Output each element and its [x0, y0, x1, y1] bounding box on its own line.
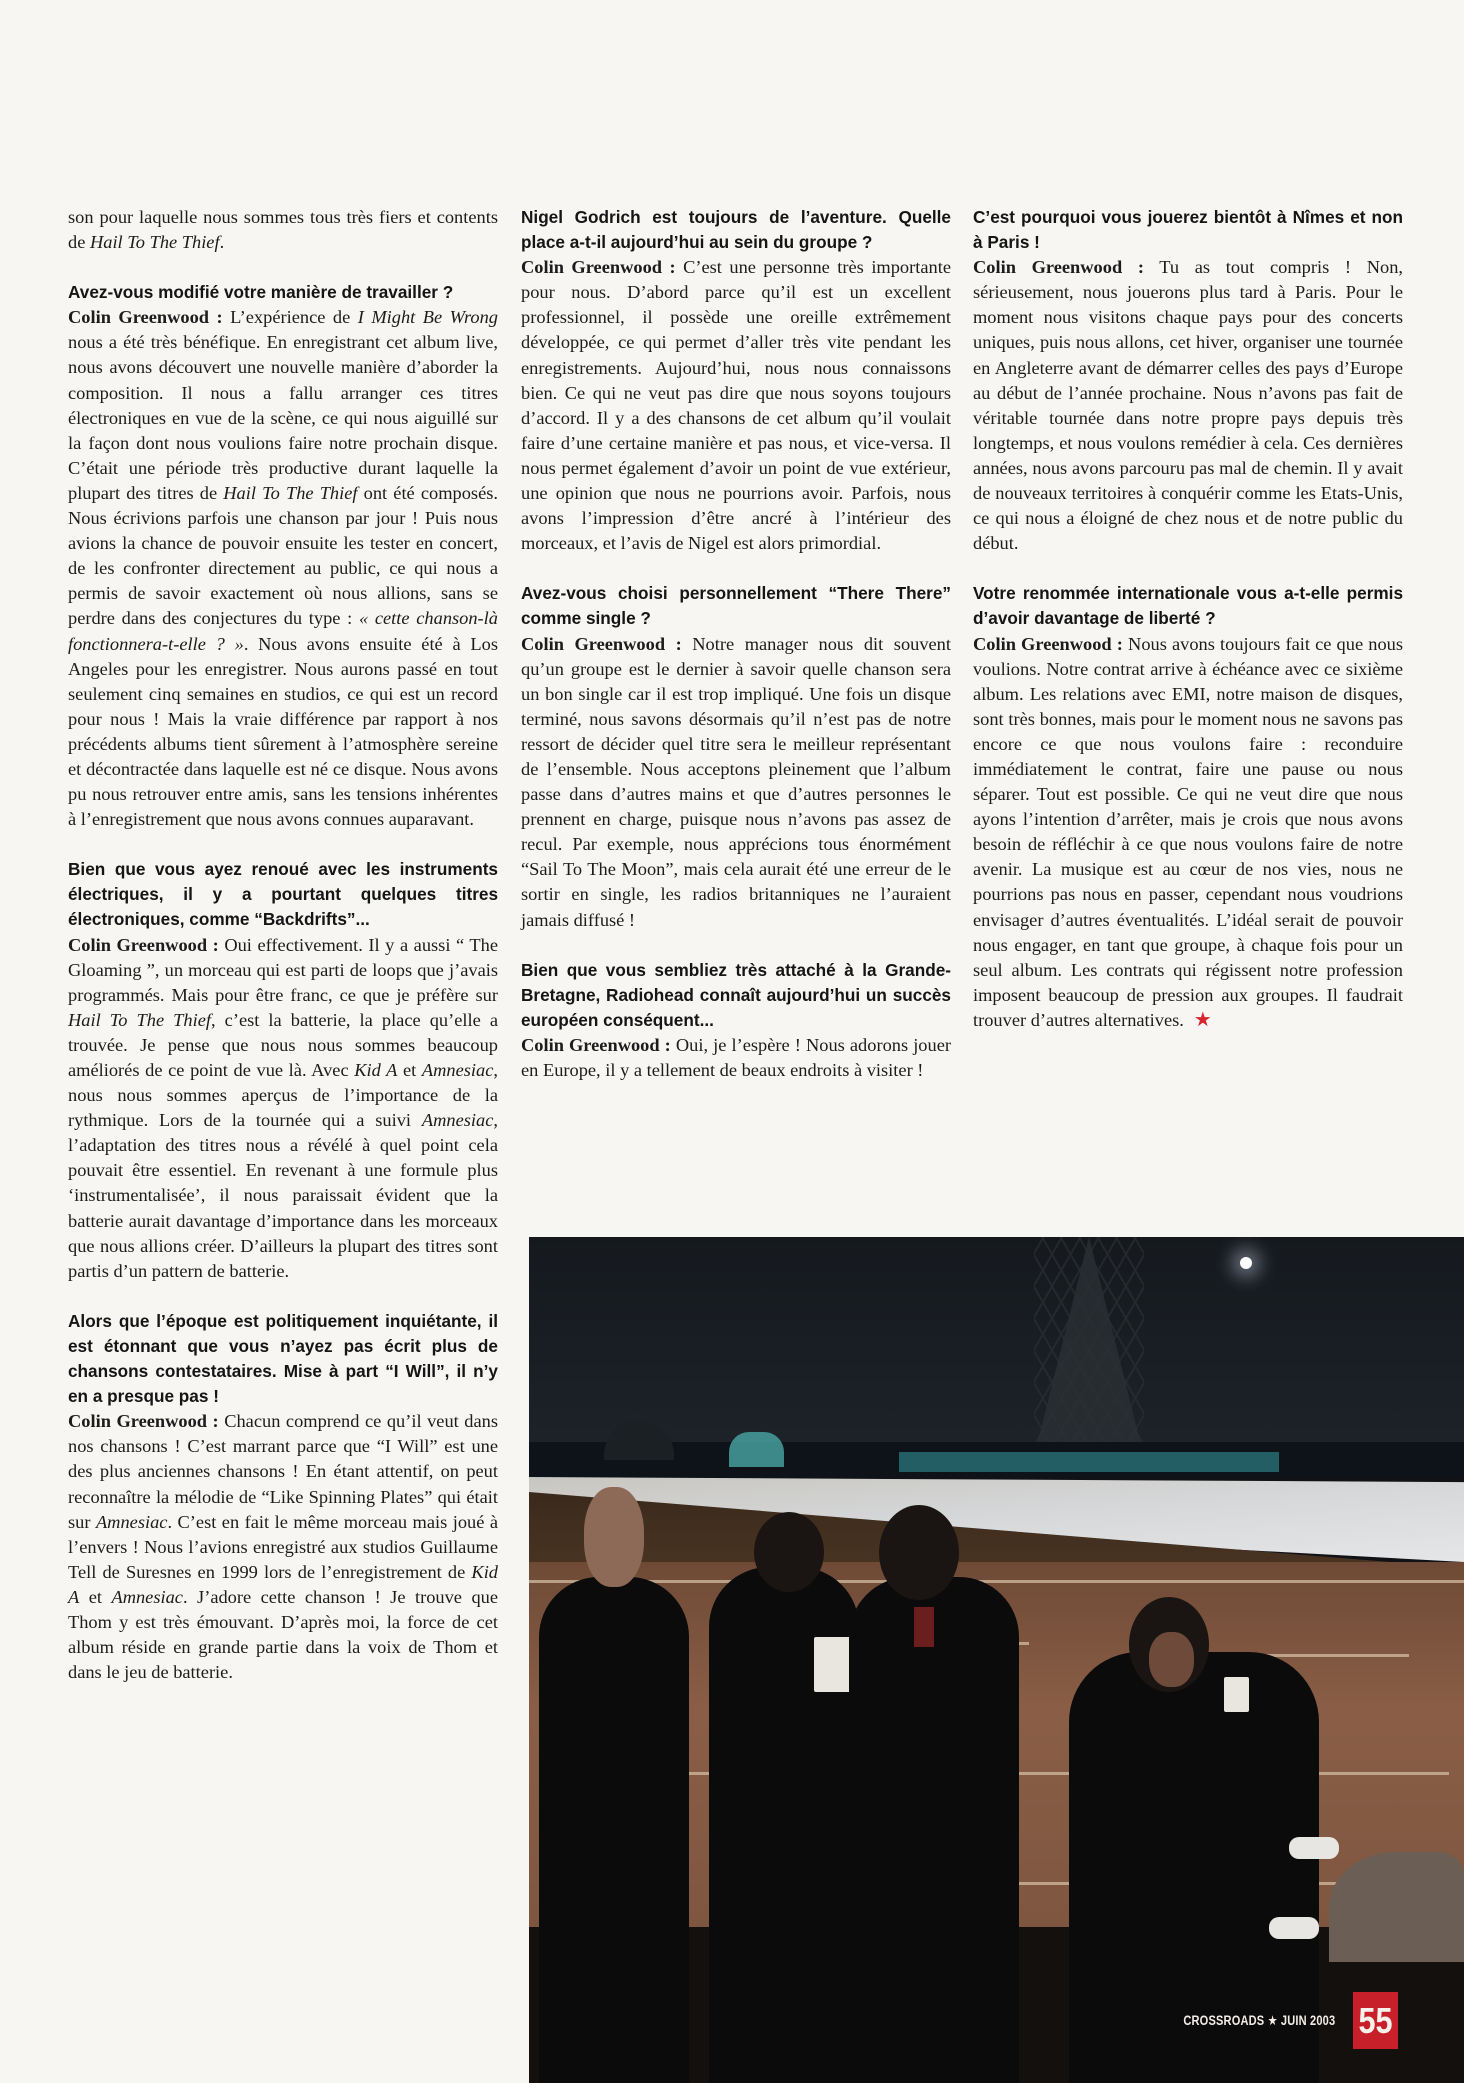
album-title: Amnesiac	[421, 1060, 494, 1080]
album-title: Hail To The Thief	[223, 482, 358, 503]
text: Nous avons toujours fait ce que nous voulions. Notre contrat arrive à échéance avec ce sixième album. Les relations avec EMI, notre maison de disques, sont très bonnes, mais pour le moment nous ne savons pas encore ce que nous voulons faire : reconduire immédiatement le contrat, faire une pause ou nous séparer. Tout est possible. Ce qui ne veut dire que nous ayons l’intention d’arrêter, mais je crois que nous avons besoin de réfléchir à ce que nous voulons faire de notre avenir. La musique est au cœur de nos vies, nous ne pourrions pas nous en passer, cependant nous voudrions envisager d’autres éventualités. L’idéal serait de pouvoir nous engager, en tant que groupe, à chaque fois pour un seul album. Les contrats qui régissent notre profession imposent beaucoup de pression aux groupes. Il faudrait trouver d’autres alternatives.	[973, 633, 1403, 1030]
text: et	[397, 1060, 422, 1080]
text: et	[79, 1586, 112, 1607]
person-face	[1149, 1632, 1194, 1687]
text: son pour laquelle nous sommes tous très fiers et contents de	[68, 207, 498, 253]
album-title: Amnesiac	[95, 1511, 168, 1532]
speaker-name: Colin Greenwood :	[521, 633, 682, 654]
article-column-3	[973, 205, 1403, 1033]
album-title: Amnesiac	[111, 1586, 183, 1607]
page-footer	[1150, 1992, 1402, 2049]
question-heading: Avez-vous choisi personnellement “There There” comme single ?	[521, 583, 951, 629]
text: Oui effectivement. Il y a aussi “ The Gloaming ”, un morceau qui est parti de loops que j’avais programmés. Mais pour être franc, ce que je préfère sur	[68, 934, 498, 1005]
white-sneaker	[1289, 1837, 1339, 1859]
magazine-issue-label: CROSSROADS ★ JUIN 2003	[1183, 2012, 1335, 2028]
question-heading: Nigel Godrich est toujours de l’aventure. Quelle place a-t-il aujourd’hui au sein du groupe ?	[521, 207, 951, 253]
rock	[1329, 1852, 1464, 1962]
article-column-1	[68, 205, 498, 1685]
answer-paragraph	[973, 255, 1403, 556]
album-title: Hail To The Thief	[89, 232, 220, 253]
text: Notre manager nous dit souvent qu’un groupe est le dernier à savoir quelle chanson sera un bon single car il est trop impliqué. Une fois un disque terminé, nous savons désormais qu’il n’est pas de notre ressort de décider quel titre sera le meilleur représentant de l’ensemble. Nous acceptons pleinement que l’album passe dans d’autres mains et que d’autres personnes le prennent en charge, puisque nous n’avons pas assez de recul. Par exemple, nous apprécions tous énormément “Sail To The Moon”, mais cela aurait été une erreur de le sortir en single, les radios britanniques ne l’auraient jamais diffusé !	[521, 633, 951, 930]
text: L’expérience de	[222, 307, 358, 328]
answer-paragraph	[521, 1033, 951, 1083]
album-title: Amnesiac	[421, 1110, 494, 1131]
person	[539, 1577, 689, 2083]
person-head	[584, 1487, 644, 1587]
white-sneaker	[1269, 1917, 1319, 1939]
article-column-2	[521, 205, 951, 1083]
text: . J’adore cette chanson ! Je trouve que Thom y est très émouvant. D’après moi, la force de cet album réside en grande partie dans la voix de Thom et dans le jeu de batterie.	[68, 1586, 498, 1683]
question-heading: Avez-vous modifié votre manière de travailler ?	[68, 282, 454, 303]
answer-paragraph	[68, 933, 498, 1284]
answer-paragraph	[973, 632, 1403, 1034]
answer-paragraph	[521, 255, 951, 556]
text: . C’est en fait le même morceau mais joué à l’envers ! Nous l’avions enregistré aux studios Guillaume Tell de Suresnes en 1999 lors de l’enregistrement de	[68, 1511, 499, 1582]
quote: « cette chanson-là fonctionnera-t-elle ? »	[68, 608, 498, 654]
cup	[1224, 1677, 1249, 1712]
text: Oui, je l’espère ! Nous adorons jouer en Europe, il y a tellement de beaux endroits à visiter !	[521, 1034, 951, 1080]
answer-paragraph	[521, 632, 951, 933]
band-photo	[529, 1237, 1464, 2083]
person	[849, 1577, 1019, 2083]
question-heading: Bien que vous ayez renoué avec les instruments électriques, il y a pourtant quelques titres électroniques, comme “Backdrifts”...	[68, 859, 498, 930]
light-source	[1240, 1257, 1252, 1269]
lead-paragraph	[68, 205, 498, 255]
road-marking	[529, 1580, 1464, 1583]
answer-paragraph	[68, 305, 498, 832]
text: , c’est la batterie, la place qu’elle a trouvée. Je pense que nous nous sommes beaucoup améliorés de ce point de vue là. Avec	[68, 1009, 498, 1080]
question-heading: C’est pourquoi vous jouerez bientôt à Nîmes et non à Paris !	[973, 207, 1403, 253]
text: , nous nous sommes aperçus de l’importance de la rythmique. Lors de la tournée qui a suivi	[68, 1060, 498, 1131]
pylon-lattice	[1034, 1237, 1144, 1477]
text: C’est une personne très importante pour nous. D’abord parce qu’il est un excellent professionnel, il possède une oreille extrêmement développée, ce qui permet d’aller très vite pendant les enregistrements. Aujourd’hui, nous nous connaissons bien. Ce qui ne veut pas dire que nous soyons toujours d’accord. Il y a des chansons de cet album qu’il voulait faire d’une certaine manière et pas nous, et vice-versa. Il nous permet également d’avoir un point de vue extérieur, une opinion que nous ne pourrions avoir. Parfois, nous avons l’impression d’être ancré à l’intérieur des morceaux, et l’avis de Nigel est alors primordial.	[521, 257, 951, 554]
album-title: Kid A	[68, 1561, 498, 1607]
speaker-name: Colin Greenwood :	[68, 934, 219, 955]
speaker-name: Colin Greenwood :	[521, 1034, 671, 1055]
album-title: Kid A	[354, 1060, 398, 1080]
speaker-name: Colin Greenwood :	[973, 257, 1144, 278]
text: .	[219, 232, 225, 253]
answer-paragraph	[68, 1409, 498, 1685]
text: Tu as tout compris ! Non, sérieusement, nous jouerons plus tard à Paris. Pour le moment nous visitons chaque pays pour des concerts uniques, puis nous allons, cet hiver, organiser une tournée en Angleterre avant de démarrer celles des pays d’Europe au début de l’année prochaine. Nous n’avons pas fait de véritable tournée dans notre propre pays depuis très longtemps, et nous voulons remédier à cela. Ces dernières années, nous avons parcouru pas mal de chemin. Il y avait de nouveaux territoires à conquérir comme les Etats-Unis, ce qui nous a éloigné de chez nous et de notre public du début.	[973, 257, 1403, 554]
text: Chacun comprend ce qu’il veut dans nos chansons ! C’est marrant parce que “I Will” est une des plus anciennes chansons ! En étant attentif, on peut reconnaître la mélodie de “Like Spinning Plates” qui était sur	[68, 1411, 498, 1532]
lit-building	[899, 1452, 1279, 1472]
text: . Nous avons ensuite été à Los Angeles pour les enregistrer. Nous aurons passé en tout seulement cinq semaines en studios, ce qui est un record pour nous ! Mais la vraie différence par rapport à nos précédents albums tient sûrement à l’atmosphère sereine et décontractée dans laquelle est né ce disque. Nous avons pu nous retrouver entre amis, sans les tensions inhérentes à l’enregistrement que nous avons connues auparavant.	[68, 633, 498, 830]
lit-building	[729, 1432, 784, 1467]
album-title: I Might Be Wrong	[357, 307, 499, 328]
speaker-name: Colin Greenwood :	[68, 1411, 219, 1432]
text: , l’adaptation des titres nous a révélé à quel point cela pouvait être essentiel. En revenant à une formule plus ‘instrumentalisée’, il nous paraissait évident que la batterie aurait davantage d’importance dans les morceaux que nous allions créer. D’ailleurs la plupart des titres sont partis d’un pattern de batterie.	[68, 1110, 498, 1281]
end-star-icon: ★	[1193, 1008, 1212, 1031]
album-title: Hail To The Thief	[68, 1009, 211, 1030]
red-shirt	[914, 1607, 934, 1647]
text: ont été composés. Nous écrivions parfois une chanson par jour ! Puis nous avions la chance de pouvoir ensuite les tester en concert, de les confronter directement au public, ce qui nous a permis de savoir exactement où nous allions, sans se perdre dans des conjectures du type :	[68, 482, 498, 629]
question-heading: Votre renommée internationale vous a-t-elle permis d’avoir davantage de liberté ?	[973, 583, 1403, 629]
person-head	[754, 1512, 824, 1592]
speaker-name: Colin Greenwood :	[68, 307, 223, 328]
speaker-name: Colin Greenwood :	[973, 633, 1123, 654]
person-head	[879, 1505, 959, 1600]
question-heading: Bien que vous sembliez très attaché à la Grande-Bretagne, Radiohead connaît aujourd’hui un succès européen conséquent...	[521, 959, 951, 1030]
question-heading: Alors que l’époque est politiquement inquiétante, il est étonnant que vous n’ayez pas écrit plus de chansons contestataires. Mise à part “I Will”, il n’y en a presque pas !	[68, 1310, 498, 1407]
speaker-name: Colin Greenwood :	[521, 257, 676, 278]
text: nous a été très bénéfique. En enregistrant cet album live, nous avons découvert une nouvelle manière d’aborder la composition. Il nous a fallu arranger ces titres électroniques en vue de la scène, ce qui nous aiguillé sur la façon dont nous voulions faire notre prochain disque. C’était une période très productive durant laquelle la plupart des titres de	[68, 332, 498, 503]
page-number: 55	[1353, 1992, 1398, 2049]
